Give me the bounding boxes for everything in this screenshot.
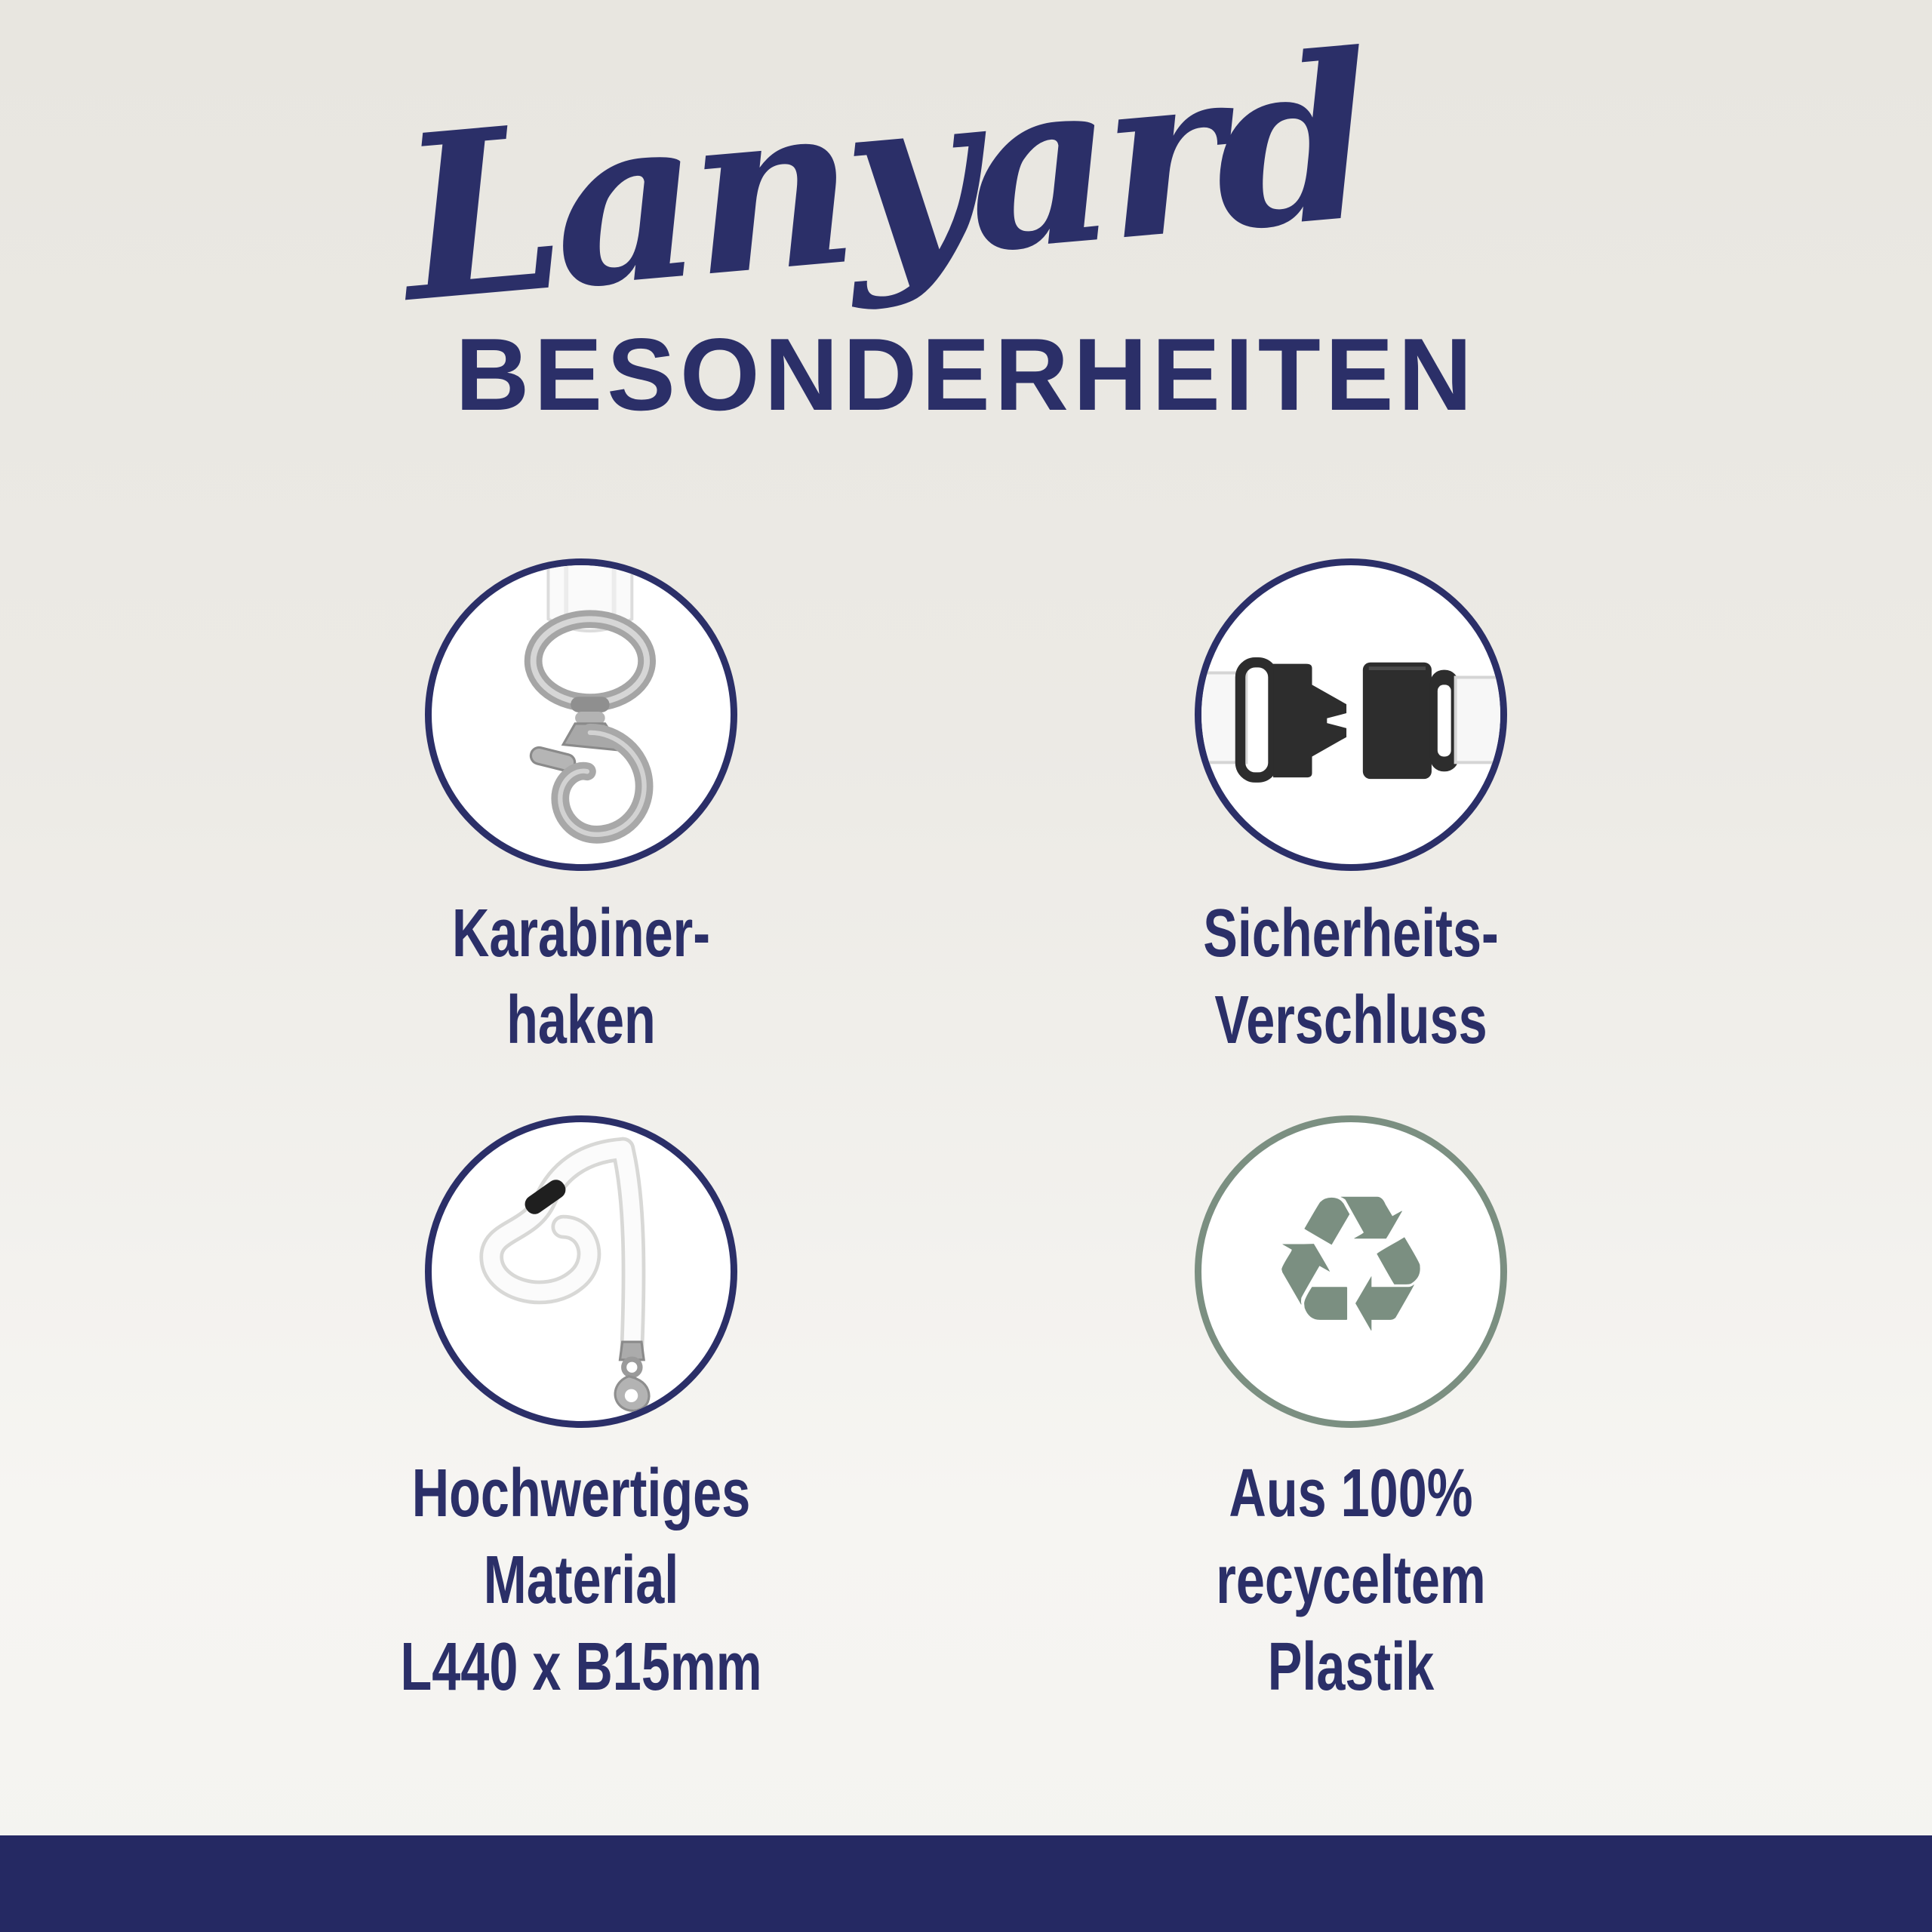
safety-buckle-icon (1201, 565, 1500, 864)
carabiner-hook-icon (432, 565, 731, 864)
feature-label-karabinerhaken (374, 891, 787, 1064)
feature-label-line: Sicherheits- (1203, 896, 1499, 971)
buckle-female-part (1363, 663, 1459, 779)
feature-label-line: Material (483, 1543, 679, 1618)
right-strap (1456, 678, 1500, 763)
feature-circle-material (425, 1115, 737, 1428)
feature-label-recycelt (1144, 1451, 1557, 1711)
feature-circle-sicherheitsverschluss (1195, 558, 1507, 871)
lobster-clasp (529, 724, 644, 835)
lanyard-strap-icon (432, 1122, 731, 1421)
feature-label-line: Hochwertiges (411, 1456, 751, 1531)
footer-bar (0, 1835, 1932, 1932)
feature-label-line: Verschluss (1214, 983, 1487, 1058)
feature-label-material (374, 1451, 787, 1711)
feature-circle-karabinerhaken (425, 558, 737, 871)
metal-hook (615, 1342, 649, 1411)
product-name-script: Lanyard (392, 3, 1375, 353)
page-title: BESONDERHEITEN (455, 317, 1477, 432)
feature-label-line: L440 x B15mm (400, 1629, 762, 1705)
feature-label-line: Karabiner- (451, 896, 711, 971)
feature-label-line: Plastik (1267, 1629, 1435, 1705)
feature-circle-recycelt (1195, 1115, 1507, 1428)
feature-label-line: Aus 100% (1229, 1456, 1473, 1531)
feature-label-line: recyceltem (1216, 1543, 1486, 1618)
feature-label-line: haken (506, 983, 656, 1058)
swivel-joint (571, 697, 609, 724)
recycle-icon: ♻ (1266, 1155, 1436, 1376)
lanyard-ribbon (491, 1149, 633, 1349)
buckle-male-part (1240, 663, 1346, 777)
feature-label-sicherheitsverschluss (1144, 891, 1557, 1064)
